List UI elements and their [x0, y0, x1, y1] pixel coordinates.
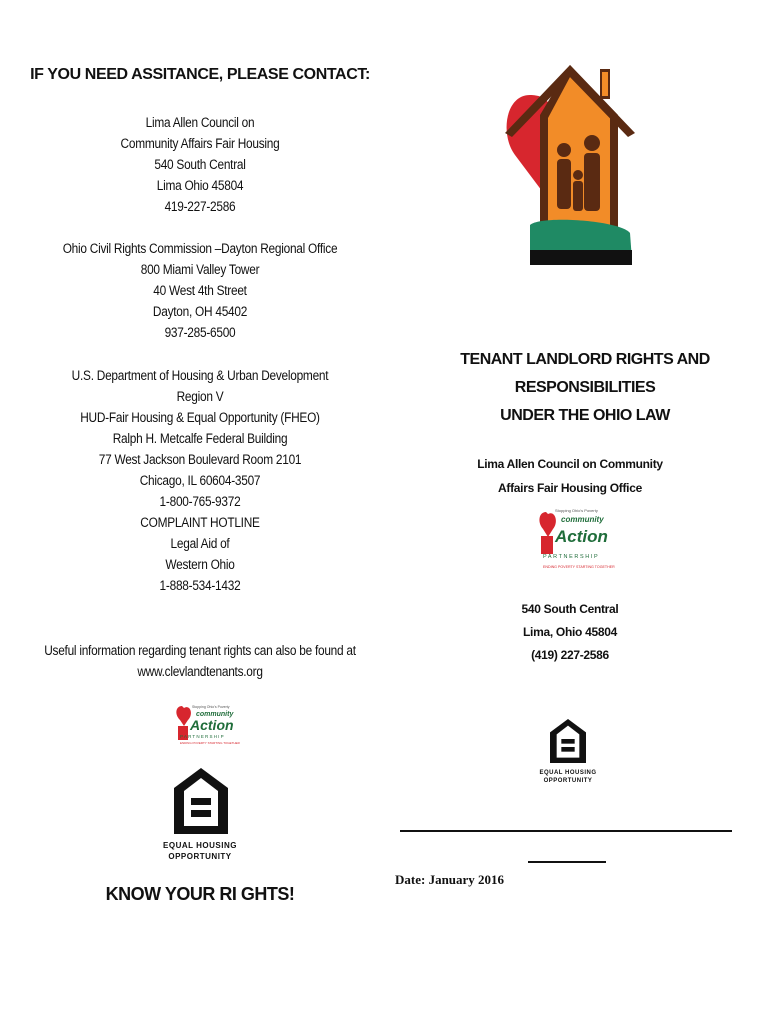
logo-community: community — [561, 515, 604, 524]
contact-line: Ralph H. Metcalfe Federal Building — [112, 431, 288, 446]
address-line: 540 South Central — [521, 602, 619, 616]
logo-tagline: Stopping Ohio’s Poverty — [192, 705, 230, 709]
contact-line: 1-888-534-1432 — [159, 578, 241, 593]
contact-line: 800 Miami Valley Tower — [140, 262, 260, 277]
document-date: Date: January 2016 — [395, 872, 505, 887]
contact-line: Community Affairs Fair Housing — [120, 136, 280, 151]
contact-line: U.S. Department of Housing & Urban Development — [71, 368, 329, 383]
heart-icon — [539, 512, 555, 537]
office-line: Lima Allen Council on Community — [477, 457, 663, 471]
logo-tagline: Stopping Ohio’s Poverty — [555, 508, 598, 513]
hud-contact — [24, 365, 376, 596]
ohio-civil-rights-contact — [24, 238, 376, 343]
contact-line: COMPLAINT HOTLINE — [140, 515, 260, 530]
contact-line: 419-227-2586 — [164, 199, 236, 214]
house-family-logo — [500, 55, 640, 270]
title-line: UNDER THE OHIO LAW — [500, 407, 670, 424]
logo-community: community — [196, 711, 234, 718]
contact-line: Chicago, IL 60604-3507 — [139, 473, 261, 488]
logo-sub: ENDING POVERTY STARTING TOGETHER — [180, 741, 240, 745]
contact-line: Region V — [176, 389, 224, 404]
logo-sub: ENDING POVERTY STARTING TOGETHER — [543, 565, 615, 569]
office-line: Affairs Fair Housing Office — [498, 481, 642, 495]
equal-housing-icon — [174, 768, 228, 834]
contact-line: Ohio Civil Rights Commission –Dayton Regional Office — [62, 241, 338, 256]
community-action-logo-right — [537, 502, 615, 574]
useful-info — [24, 640, 376, 682]
logo-action: Action — [555, 527, 608, 546]
address-line: (419) 227-2586 — [531, 648, 609, 662]
community-action-logo — [174, 700, 240, 748]
contact-line: 1-800-765-9372 — [159, 494, 241, 509]
eho-line: OPPORTUNITY — [543, 778, 593, 784]
signature-line — [400, 830, 732, 832]
office-address — [400, 598, 740, 667]
contact-line: Lima Ohio 45804 — [156, 178, 244, 193]
contact-line: Lima Allen Council on — [145, 115, 255, 130]
useful-info-text: Useful information regarding tenant rights can also be found at — [44, 643, 356, 658]
title-line: TENANT LANDLORD RIGHTS AND RESPONSIBILITIES — [460, 351, 710, 396]
heart-icon — [176, 706, 191, 726]
contact-line: 937-285-6500 — [164, 325, 236, 340]
contact-line: 77 West Jackson Boulevard Room 2101 — [98, 452, 302, 467]
lima-allen-contact — [24, 112, 376, 217]
document-title — [400, 346, 770, 430]
signature-line-short — [528, 861, 606, 863]
logo-partnership: PARTNERSHIP — [543, 554, 600, 560]
contact-line: Legal Aid of — [170, 536, 230, 551]
equal-housing-icon-right — [550, 718, 586, 764]
address-line: Lima, Ohio 45804 — [523, 625, 617, 639]
contact-line: 40 West 4th Street — [153, 283, 247, 298]
eho-line: EQUAL HOUSING — [539, 770, 597, 776]
contact-line: Western Ohio — [165, 557, 235, 572]
logo-action: Action — [190, 717, 234, 733]
office-name — [400, 452, 740, 500]
contact-line: HUD-Fair Housing & Equal Opportunity (FHEO) — [80, 410, 320, 425]
equal-housing-caption — [150, 840, 250, 862]
know-your-rights: KNOW YOUR RI GHTS! — [105, 884, 295, 904]
equal-housing-caption-right — [528, 769, 608, 785]
eho-line: EQUAL HOUSING — [163, 841, 237, 850]
eho-line: OPPORTUNITY — [168, 852, 232, 861]
contact-line: Dayton, OH 45402 — [152, 304, 248, 319]
website-link[interactable]: www.clevlandtenants.org — [137, 664, 263, 679]
contact-line: 540 South Central — [154, 157, 246, 172]
logo-partnership: PARTNERSHIP — [180, 734, 225, 739]
contact-heading: IF YOU NEED ASSITANCE, PLEASE CONTACT: — [30, 66, 370, 83]
